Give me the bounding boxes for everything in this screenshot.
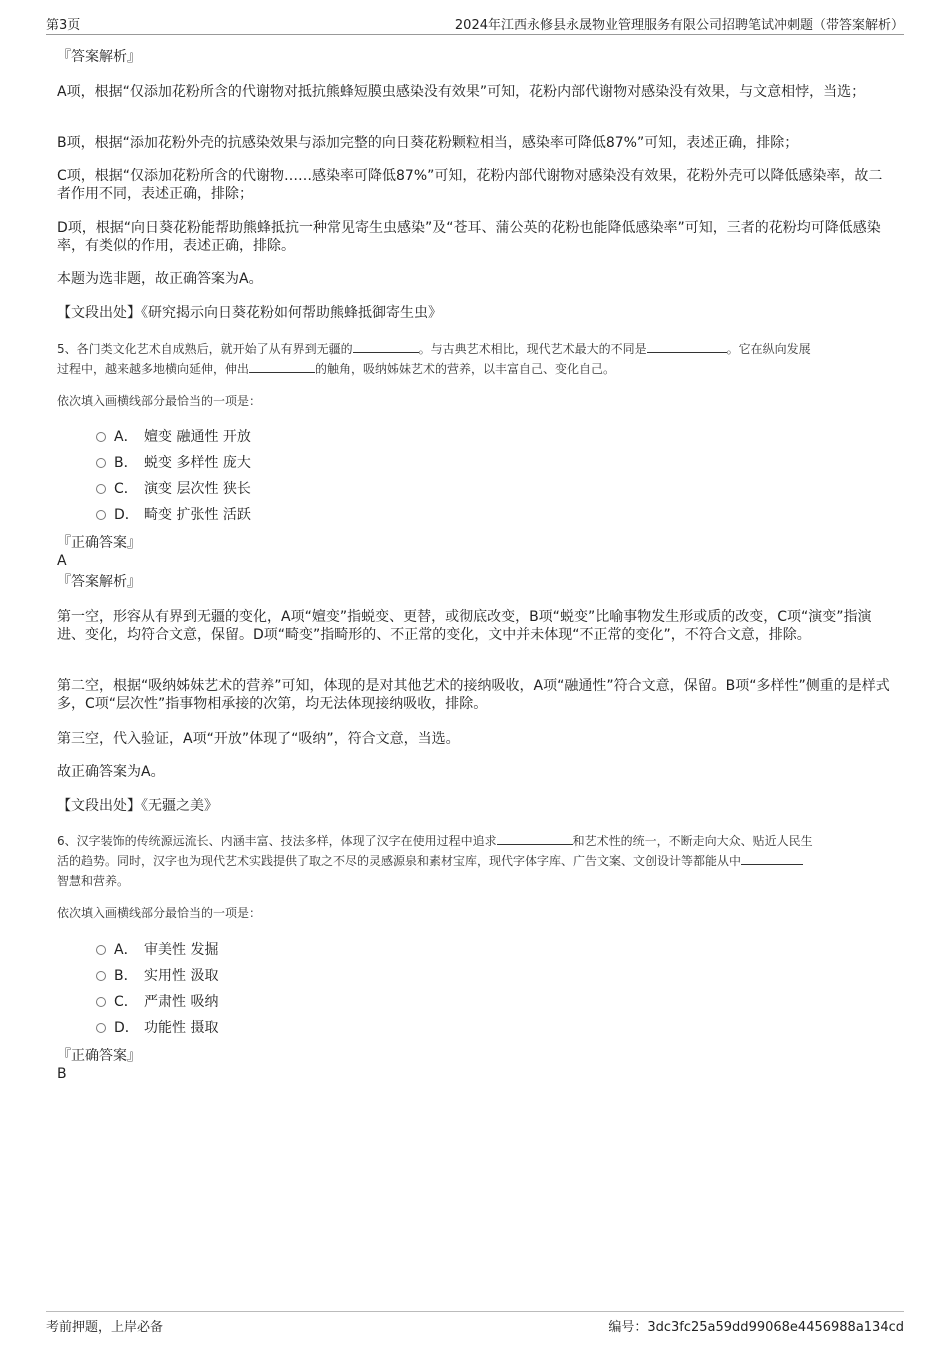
q4-analysis-a: A项，根据“仅添加花粉所含的代谢物对抵抗熊蜂短膜虫感染没有效果”可知，花粉内部代谢物对感染没有效果，与文意相悖，当选；	[57, 84, 866, 100]
radio-button[interactable]	[96, 971, 106, 981]
q6-answer: B	[57, 1066, 67, 1082]
document-code: 编号：3dc3fc25a59dd99068e4456988a134cd	[608, 1320, 904, 1335]
page-number: 第3页	[46, 18, 81, 33]
q5-analysis-p2: 第二空，根据“吸纳姊妹艺术的营养”可知，体现的是对其他艺术的接纳吸收，A项“融通性”符合文意，保留。B项“多样性”侧重的是样式多，C项“层次性”指事物相承接的次第，均无法体现接纳吸收，排除。	[57, 678, 890, 712]
q5-source: 【文段出处】《无疆之美》	[57, 798, 218, 814]
q6-option-d[interactable]: D． 功能性 摄取	[96, 1019, 218, 1037]
q6-option-c[interactable]: C． 严肃性 吸纳	[96, 993, 218, 1011]
q5-option-c[interactable]: C． 演变 层次性 狭长	[96, 480, 251, 498]
radio-button[interactable]	[96, 945, 106, 955]
q5-analysis-p3: 第三空，代入验证，A项“开放”体现了“吸纳”，符合文意，当选。	[57, 731, 460, 747]
q5-analysis-label: 『答案解析』	[57, 574, 141, 590]
radio-button[interactable]	[96, 484, 106, 494]
q6-blank-2	[741, 852, 803, 865]
q4-analysis-b: B项，根据“添加花粉外壳的抗感染效果与添加完整的向日葵花粉颗粒相当，感染率可降低87%”可知，表述正确，排除；	[57, 135, 799, 151]
q6-blank-1	[497, 832, 573, 845]
q5-answer-label: 『正确答案』	[57, 535, 141, 551]
page-header	[46, 14, 904, 35]
q5-blank-3	[249, 360, 315, 373]
q4-analysis-c: C项，根据“仅添加花粉所含的代谢物……感染率可降低87%”可知，花粉内部代谢物对感染没有效果，花粉外壳可以降低感染率，故二者作用不同，表述正确，排除；	[57, 168, 883, 202]
q4-conclusion: 本题为选非题，故正确答案为A。	[57, 271, 263, 287]
q6-instruction: 依次填入画横线部分最恰当的一项是：	[57, 906, 262, 920]
q5-option-a[interactable]: A． 嬗变 融通性 开放	[96, 428, 251, 446]
q6-answer-label: 『正确答案』	[57, 1048, 141, 1064]
q5-option-d[interactable]: D． 畸变 扩张性 活跃	[96, 506, 251, 524]
q6-option-b[interactable]: B． 实用性 汲取	[96, 967, 218, 985]
q4-source: 【文段出处】《研究揭示向日葵花粉如何帮助熊蜂抵御寄生虫》	[57, 305, 442, 321]
footer-slogan: 考前押题，上岸必备	[46, 1320, 164, 1335]
q5-stem: 5、各门类文化艺术自成熟后，就开始了从有界到无疆的 。与古典艺术相比，现代艺术最大的不同是 。它在纵向发展 过程中，越来越多地横向延伸，伸出 的触角，吸纳姊妹艺术的营养，以丰富自己、变化自己。	[57, 342, 811, 376]
radio-button[interactable]	[96, 510, 106, 520]
q5-option-b[interactable]: B． 蜕变 多样性 庞大	[96, 454, 251, 472]
q5-blank-1	[353, 340, 419, 353]
radio-button[interactable]	[96, 432, 106, 442]
q5-answer: A	[57, 553, 67, 569]
q5-instruction: 依次填入画横线部分最恰当的一项是：	[57, 394, 262, 408]
q5-conclusion: 故正确答案为A。	[57, 764, 165, 780]
q5-analysis-p1: 第一空，形容从有界到无疆的变化，A项“嬗变”指蜕变、更替，或彻底改变，B项“蜕变”比喻事物发生形或质的改变，C项“演变”指演进、变化，均符合文意，保留。D项“畸变”指畸形的、不正常的变化，文中并未体现“不正常的变化”，不符合文意，排除。	[57, 609, 872, 643]
q4-analysis-d: D项，根据“向日葵花粉能帮助熊蜂抵抗一种常见寄生虫感染”及“苍耳、蒲公英的花粉也能降低感染率”可知，三者的花粉均可降低感染率，有类似的作用，表述正确，排除。	[57, 220, 881, 254]
document-title: 2024年江西永修县永晟物业管理服务有限公司招聘笔试冲刺题（带答案解析）	[454, 18, 904, 33]
page-footer	[46, 1311, 904, 1334]
q5-blank-2	[647, 340, 727, 353]
radio-button[interactable]	[96, 458, 106, 468]
radio-button[interactable]	[96, 1023, 106, 1033]
radio-button[interactable]	[96, 997, 106, 1007]
q6-stem: 6、汉字装饰的传统源远流长、内涵丰富、技法多样，体现了汉字在使用过程中追求 和艺术性的统一，不断走向大众、贴近人民生 活的趋势。同时，汉字也为现代艺术实践提供了取之不尽的灵感源泉和素材宝库，现代字体字库、广告文案、文创设计等都能从中 智慧和营养。	[57, 834, 813, 888]
q6-option-a[interactable]: A． 审美性 发掘	[96, 941, 218, 959]
q4-analysis-label: 『答案解析』	[57, 49, 141, 65]
